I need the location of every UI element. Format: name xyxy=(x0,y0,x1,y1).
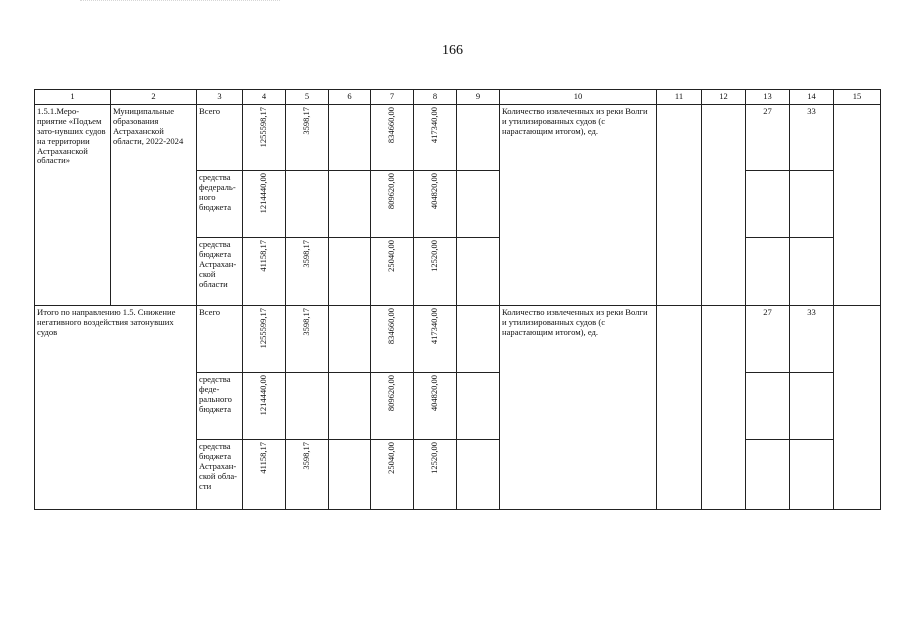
empty-cell xyxy=(702,306,746,510)
value-col7: 809620,00 xyxy=(386,375,397,412)
funding-source-cell: средства федераль-ного бюджета xyxy=(197,171,243,238)
col-header: 14 xyxy=(790,90,834,105)
value-col13: 27 xyxy=(746,306,790,373)
indicator-cell: Количество извлеченных из реки Волги и утилизированных судов (с нарастающим итогом), ед. xyxy=(500,105,657,306)
empty-cell xyxy=(746,440,790,510)
empty-cell xyxy=(702,105,746,306)
value-col5: 3598,17 xyxy=(301,442,312,470)
col-header: 6 xyxy=(329,90,371,105)
value-col8: 417340,00 xyxy=(429,107,440,144)
empty-cell xyxy=(457,373,500,440)
value-col4: 1255598,17 xyxy=(258,107,269,148)
col-header: 3 xyxy=(197,90,243,105)
funding-source-cell: Всего xyxy=(197,105,243,171)
funding-source-cell: Всего xyxy=(197,306,243,373)
empty-cell xyxy=(329,306,371,373)
empty-cell xyxy=(746,373,790,440)
empty-cell xyxy=(457,105,500,171)
empty-cell xyxy=(329,440,371,510)
empty-cell xyxy=(329,238,371,306)
empty-cell xyxy=(657,105,702,306)
value-col8: 417340,00 xyxy=(429,308,440,345)
funding-source-cell: средства феде-рального бюджета xyxy=(197,373,243,440)
col-header: 7 xyxy=(371,90,414,105)
value-col4: 1255599,17 xyxy=(258,308,269,349)
empty-cell xyxy=(834,105,881,306)
value-col7: 834660,00 xyxy=(386,107,397,144)
empty-cell xyxy=(657,306,702,510)
value-col13: 27 xyxy=(746,105,790,171)
empty-cell xyxy=(329,373,371,440)
empty-cell xyxy=(790,171,834,238)
value-col5: 3598,17 xyxy=(301,240,312,268)
measure-name-cell: 1.5.1.Меро-приятие «Подъем зато-нувших судов на территории Астраханской области» xyxy=(35,105,111,306)
value-col4: 1214440,00 xyxy=(258,173,269,214)
col-header: 8 xyxy=(414,90,457,105)
value-col8: 12520,00 xyxy=(429,442,440,474)
value-col4: 41158,17 xyxy=(258,240,269,272)
scan-artifact xyxy=(80,0,280,5)
empty-cell xyxy=(790,440,834,510)
empty-cell xyxy=(457,306,500,373)
col-header: 12 xyxy=(702,90,746,105)
value-col4: 41158,17 xyxy=(258,442,269,474)
empty-cell xyxy=(457,171,500,238)
value-col4: 1214440,00 xyxy=(258,375,269,416)
value-col8: 404820,00 xyxy=(429,375,440,412)
col-header: 9 xyxy=(457,90,500,105)
value-col7: 25040,00 xyxy=(386,442,397,474)
value-col7: 834660,00 xyxy=(386,308,397,345)
empty-cell xyxy=(790,373,834,440)
header-row xyxy=(35,90,881,105)
value-col5: 3598,17 xyxy=(301,308,312,336)
col-header: 5 xyxy=(286,90,329,105)
empty-cell xyxy=(790,238,834,306)
empty-cell xyxy=(746,171,790,238)
value-col7: 809620,00 xyxy=(386,173,397,210)
indicator-cell: Количество извлеченных из реки Волги и утилизированных судов (с нарастающим итогом), ед. xyxy=(500,306,657,510)
empty-cell xyxy=(746,238,790,306)
total-label-cell: Итого по направлению 1.5. Снижение негативного воздействия затонувших судов xyxy=(35,306,197,510)
page-number: 166 xyxy=(442,43,463,58)
col-header: 4 xyxy=(243,90,286,105)
empty-cell xyxy=(834,306,881,510)
funding-source-cell: средства бюджета Астрахан-ской области xyxy=(197,238,243,306)
empty-cell xyxy=(457,238,500,306)
value-col14: 33 xyxy=(790,105,834,171)
value-col5: 3598,17 xyxy=(301,107,312,135)
value-col8: 404820,00 xyxy=(429,173,440,210)
value-col8: 12520,00 xyxy=(429,240,440,272)
col-header: 13 xyxy=(746,90,790,105)
empty-cell xyxy=(329,105,371,171)
executor-cell: Муниципальные образования Астраханской области, 2022-2024 xyxy=(111,105,197,306)
budget-table xyxy=(34,89,881,510)
col-header: 1 xyxy=(35,90,111,105)
empty-cell xyxy=(457,440,500,510)
value-col7: 25040,00 xyxy=(386,240,397,272)
table-row xyxy=(35,105,881,171)
table-row xyxy=(35,306,881,373)
col-header: 2 xyxy=(111,90,197,105)
empty-cell xyxy=(329,171,371,238)
funding-source-cell: средства бюджета Астрахан-ской обла-сти xyxy=(197,440,243,510)
col-header: 11 xyxy=(657,90,702,105)
value-col14: 33 xyxy=(790,306,834,373)
col-header: 10 xyxy=(500,90,657,105)
col-header: 15 xyxy=(834,90,881,105)
